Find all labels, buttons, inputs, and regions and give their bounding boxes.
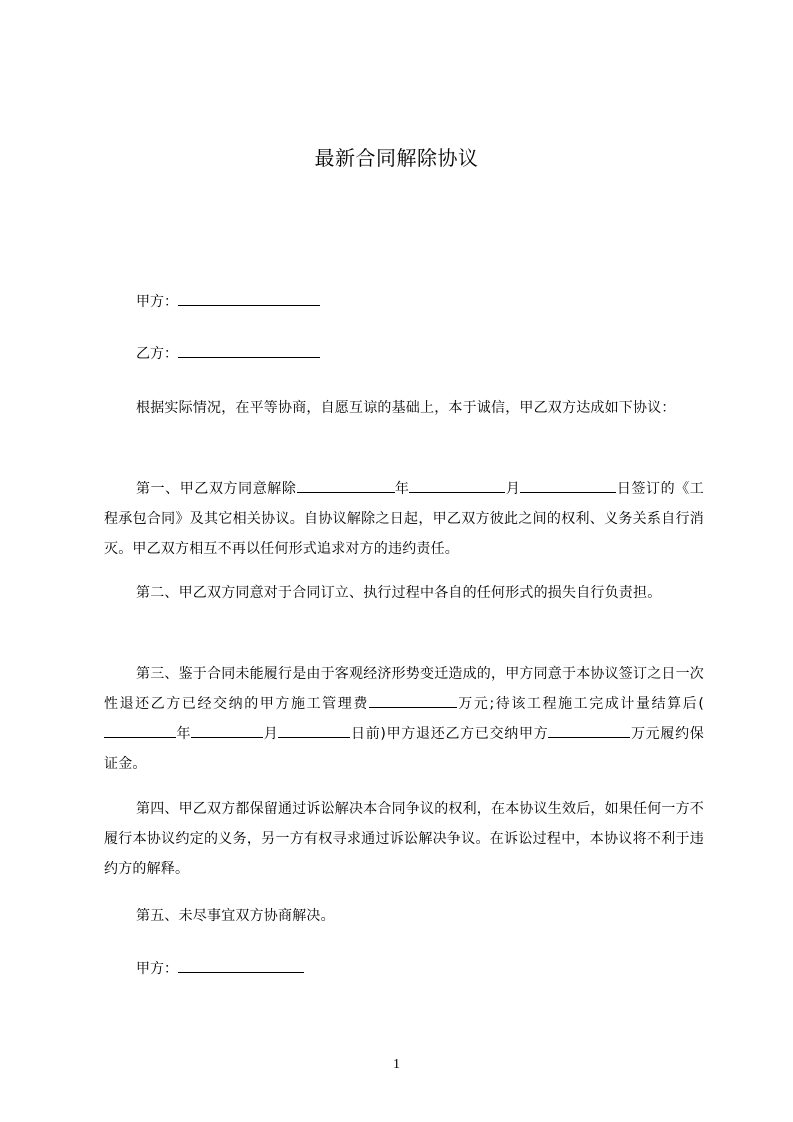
party-b-label: 乙方： (136, 346, 178, 362)
clause-3-month-label: 月 (263, 726, 279, 742)
clause-3-part1: 第三、鉴于合同未能履行是由于客观经济形势变迁造成的，甲方同意于本协议签订之日一次性退还乙方已经交纳的甲方施工管理费 (104, 666, 704, 712)
signature-a-blank (178, 958, 304, 973)
clause-1-suffix: 日签订的《工程承包合同》及其它相关协议。自协议解除之日起，甲乙双方彼此之间的权利、义务关系自行消灭。甲乙双方相互不再以任何形式追求对方的违约责任。 (104, 481, 705, 557)
party-a-blank (178, 291, 320, 306)
clause-3-fee-blank (369, 693, 457, 708)
clause-2: 第二、甲乙双方同意对于合同订立、执行过程中各自的任何形式的损失自行负责担。 (136, 585, 662, 601)
clause-3-part4: 万元履约保证金。 (104, 726, 705, 772)
signature-a-line (136, 958, 304, 979)
intro-paragraph: 根据实际情况，在平等协商，自愿互谅的基础上，本于诚信，甲乙双方达成如下协议： (136, 400, 676, 416)
clause-3-part3: 日前)甲方退还乙方已交纳甲方 (350, 726, 549, 742)
clause-1-year-label: 年 (394, 481, 410, 497)
party-b-blank (178, 343, 320, 358)
clause-1-month-label: 月 (505, 481, 521, 497)
party-b-line (136, 343, 320, 364)
clause-3-deposit-blank (548, 723, 630, 738)
clause-1-month-blank (409, 478, 505, 493)
clause-3-year-label: 年 (176, 726, 192, 742)
clause-4: 第四、甲乙双方都保留通过诉讼解决本合同争议的权利，在本协议生效后，如果任何一方不履行本协议约定的义务，另一方有权寻求通过诉讼解决争议。在诉讼过程中，本协议将不利于违约方的解释。 (104, 801, 704, 877)
clause-1-year-blank (297, 478, 395, 493)
clause-3-year-blank (104, 723, 176, 738)
clause-1-day-blank (520, 478, 616, 493)
party-a-label: 甲方： (136, 294, 178, 310)
clause-3 (104, 659, 704, 779)
page-number: 1 (393, 1057, 400, 1072)
clause-1-prefix: 第一、甲乙双方同意解除 (136, 481, 297, 497)
signature-a-label: 甲方： (136, 961, 178, 977)
clause-3-month-blank (191, 723, 263, 738)
clause-1 (104, 474, 704, 564)
party-a-line (136, 291, 320, 312)
document-title: 最新合同解除协议 (314, 146, 479, 170)
clause-3-day-blank (278, 723, 350, 738)
clause-3-part2: 万元;待该工程施工完成计量结算后( (456, 696, 705, 712)
clause-5: 第五、未尽事宜双方协商解决。 (136, 908, 335, 924)
